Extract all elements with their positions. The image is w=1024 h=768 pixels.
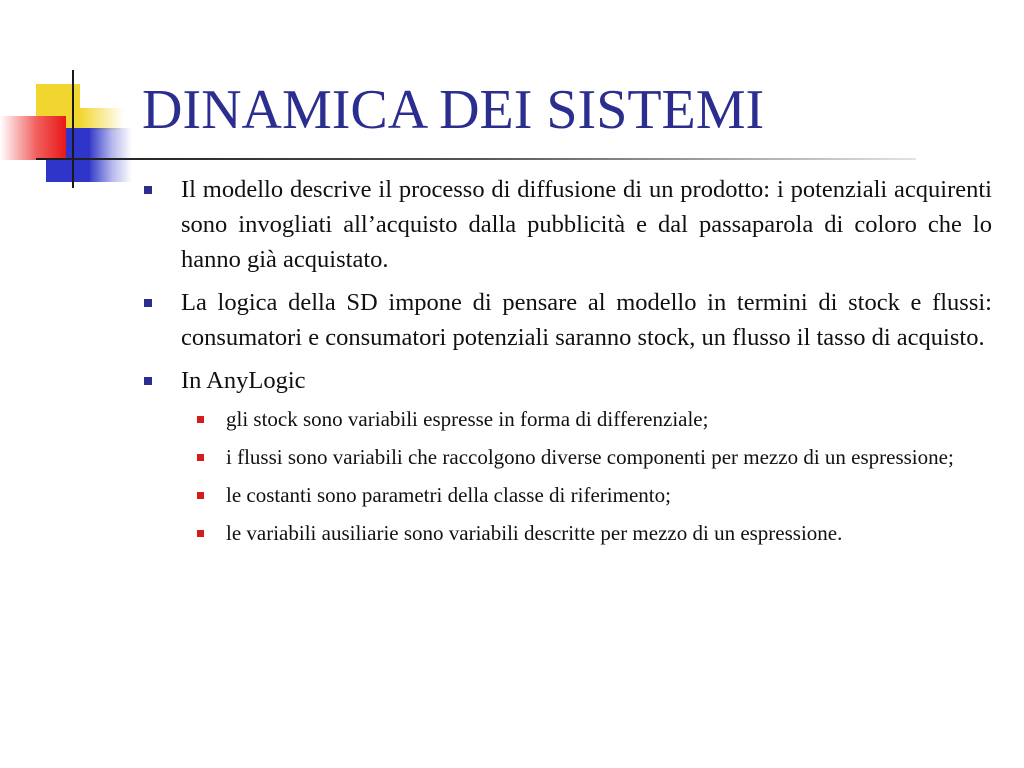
- sub-bullet-list: [140, 404, 992, 549]
- bullet-text: Il modello descrive il processo di diffusione di un prodotto: i potenziali acquirenti sono invogliati all’acquisto dalla pubblicità e dal passaparola di coloro che lo hanno già acquistato.: [181, 176, 992, 273]
- bullet-item: [140, 285, 992, 355]
- sub-bullet-item: [185, 518, 992, 549]
- yellow-fade-decoration: [80, 108, 124, 130]
- sub-bullet-square-icon: [197, 530, 204, 537]
- sub-bullet-text: le variabili ausiliarie sono variabili descritte per mezzo di un espressione.: [226, 521, 843, 545]
- red-square-decoration: [0, 116, 66, 160]
- vertical-rule: [72, 70, 74, 188]
- slide-content: [140, 172, 992, 556]
- sub-bullet-item: [185, 442, 992, 473]
- title-underline-rule: [36, 158, 916, 160]
- bullet-item: [140, 172, 992, 277]
- sub-bullet-square-icon: [197, 492, 204, 499]
- sub-bullet-text: i flussi sono variabili che raccolgono diverse componenti per mezzo di un espressione;: [226, 445, 954, 469]
- bullet-square-icon: [144, 377, 152, 385]
- bullet-item: [140, 363, 992, 398]
- bullet-square-icon: [144, 186, 152, 194]
- sub-bullet-text: gli stock sono variabili espresse in forma di differenziale;: [226, 407, 709, 431]
- sub-bullet-text: le costanti sono parametri della classe di riferimento;: [226, 483, 671, 507]
- blue-fade-decoration: [88, 128, 132, 182]
- sub-bullet-square-icon: [197, 454, 204, 461]
- bullet-square-icon: [144, 299, 152, 307]
- sub-bullet-item: [185, 404, 992, 435]
- bullet-text: In AnyLogic: [181, 367, 306, 394]
- slide-title: DINAMICA DEI SISTEMI: [142, 79, 765, 141]
- sub-bullet-square-icon: [197, 416, 204, 423]
- bullet-text: La logica della SD impone di pensare al modello in termini di stock e flussi: consumatori e consumatori potenziali saranno stock, un flusso il tasso di acquisto.: [181, 289, 992, 351]
- sub-bullet-item: [185, 480, 992, 511]
